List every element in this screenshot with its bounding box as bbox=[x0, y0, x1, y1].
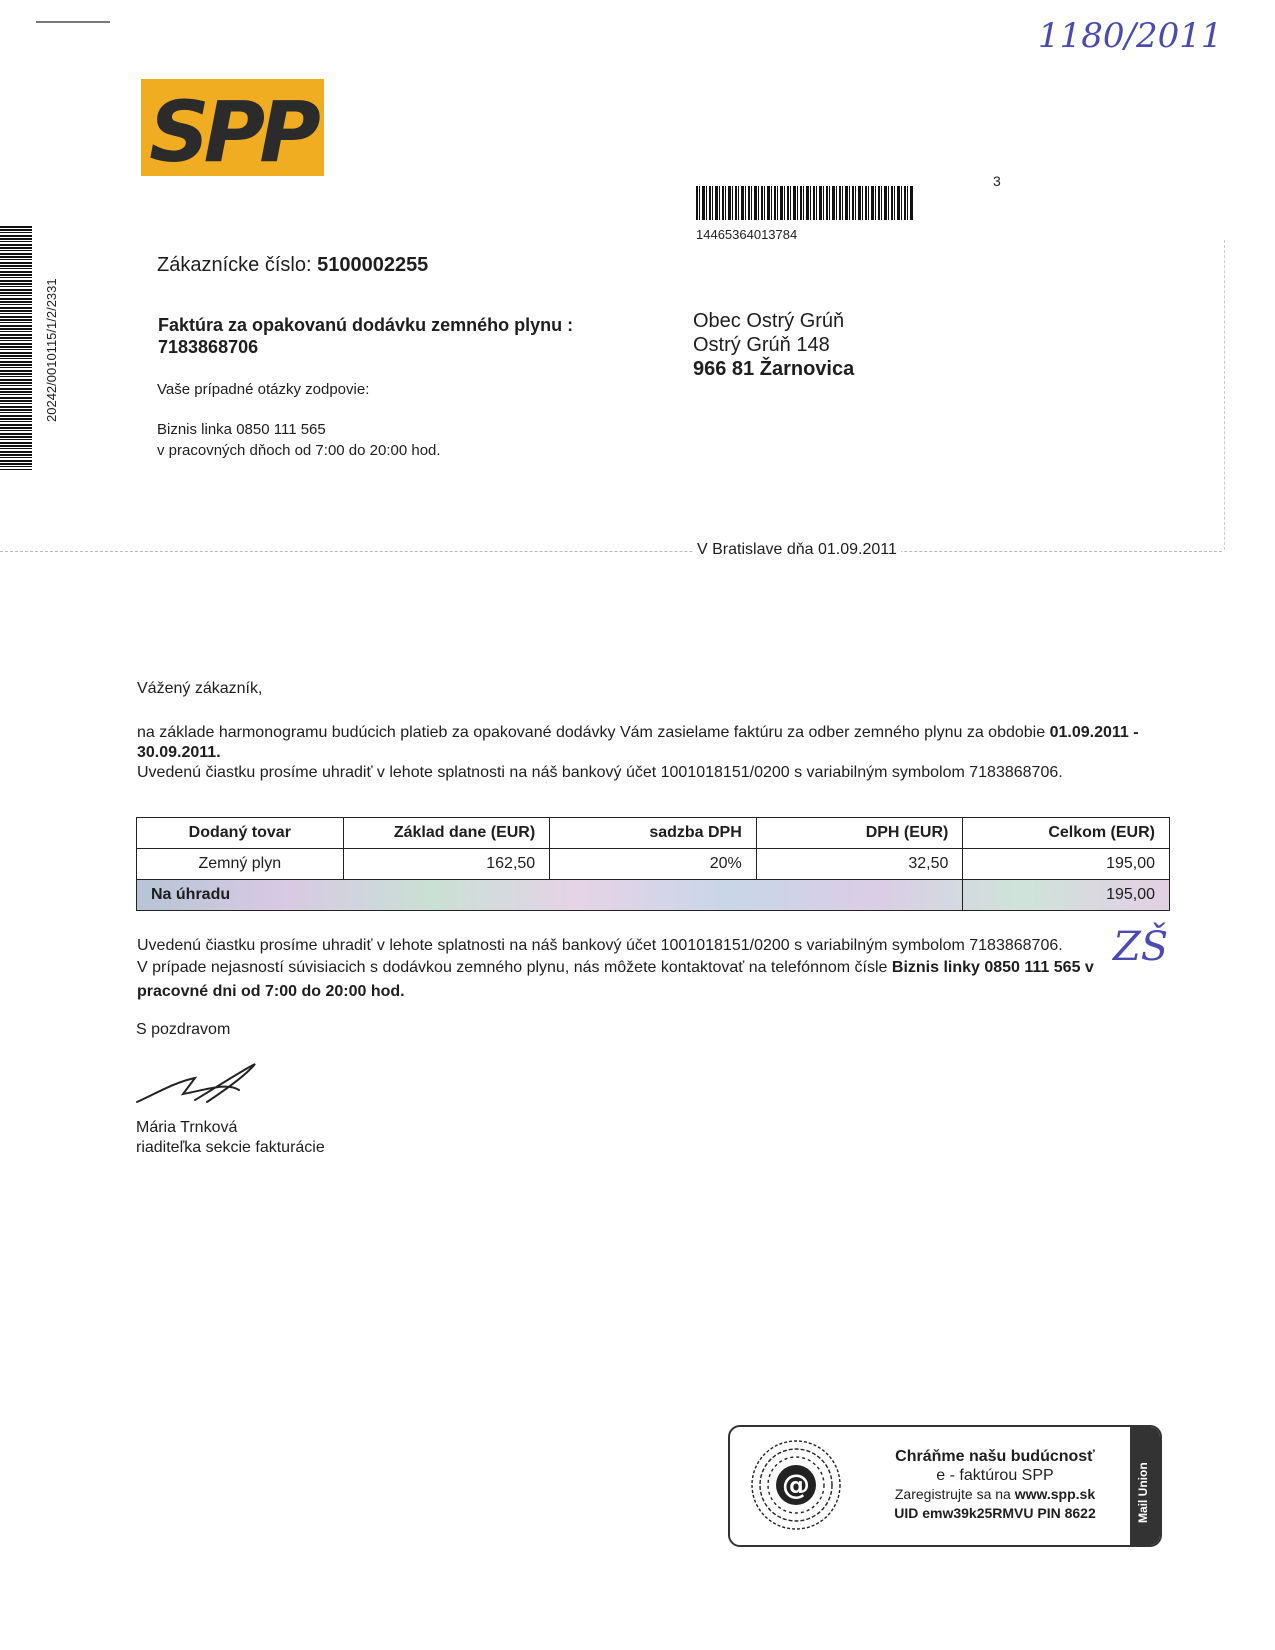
table-row bbox=[137, 849, 1170, 880]
signer-name: Mária Trnková bbox=[136, 1119, 238, 1136]
invoice-title-line1: Faktúra za opakovanú dodávku zemného plynu : bbox=[158, 315, 574, 335]
right-edge-mark bbox=[1224, 240, 1225, 550]
fold-line bbox=[0, 551, 1222, 552]
spp-logo-icon bbox=[141, 79, 324, 176]
cell-vat: 32,50 bbox=[756, 849, 963, 880]
table-due-row bbox=[137, 880, 1170, 911]
cell-rate: 20% bbox=[550, 849, 757, 880]
barcode-number: 14465364013784 bbox=[696, 227, 798, 242]
svg-text:@: @ bbox=[782, 1468, 810, 1501]
mail-union-label: Mail Union bbox=[1136, 1462, 1150, 1523]
invoice-table bbox=[136, 817, 1170, 911]
mail-union-strip bbox=[1130, 1427, 1160, 1545]
questions-label: Vaše prípadné otázky zodpovie: bbox=[157, 381, 370, 398]
handwritten-reference: 1180/2011 bbox=[1038, 16, 1223, 56]
p1-line3: Uvedenú čiastku prosíme uhradiť v lehote splatnosti na náš bankový účet 1001018151/0200 s variabilným symbolom 7183868706. bbox=[137, 764, 1063, 781]
p1-text: na základe harmonogramu budúcich platieb za opakované dodávky Vám zasielame faktúru za odber zemného plynu za obdobie bbox=[137, 724, 1046, 741]
customer-number-line bbox=[157, 254, 428, 277]
page-number: 3 bbox=[993, 173, 1001, 189]
e-invoice-website: www.spp.sk bbox=[1014, 1486, 1096, 1502]
p1-period-end: 30.09.2011 bbox=[137, 744, 217, 761]
svg-text:SPP: SPP bbox=[149, 83, 315, 176]
p2-line2-text: V prípade nejasností súvisiacich s dodávkou zemného plynu, nás môžete kontaktovať na telefónnom čísle bbox=[137, 959, 888, 976]
due-total: 195,00 bbox=[963, 880, 1170, 911]
e-invoice-credentials: UID emw39k25RMVU PIN 8622 bbox=[894, 1505, 1096, 1521]
e-invoice-subline: e - faktúrou SPP bbox=[936, 1467, 1054, 1484]
closing: S pozdravom bbox=[136, 1021, 231, 1038]
barcode-icon bbox=[696, 186, 913, 220]
letter-paragraph-2 bbox=[137, 935, 1117, 1003]
signer bbox=[136, 1118, 325, 1158]
signature-icon bbox=[135, 1060, 265, 1106]
header-vat: DPH (EUR) bbox=[756, 818, 963, 849]
customer-number: 5100002255 bbox=[317, 254, 429, 276]
handwritten-initials: ZŠ bbox=[1113, 924, 1169, 970]
header-total: Celkom (EUR) bbox=[963, 818, 1170, 849]
sunflower-at-icon bbox=[748, 1437, 844, 1533]
top-left-mark bbox=[36, 21, 110, 23]
side-code: 20242/0010115/1/2/2331 bbox=[44, 278, 59, 422]
e-invoice-register: Zaregistrujte sa na bbox=[894, 1486, 1011, 1502]
letter-paragraph-1 bbox=[137, 723, 1177, 783]
spp-logo bbox=[141, 79, 324, 176]
header-base: Základ dane (EUR) bbox=[343, 818, 550, 849]
contact-info bbox=[157, 419, 441, 461]
e-invoice-headline: Chráňme našu budúcnosť bbox=[895, 1448, 1095, 1465]
cell-item: Zemný plyn bbox=[137, 849, 344, 880]
side-barcode-icon bbox=[0, 226, 32, 470]
invoice-number: 7183868706 bbox=[158, 337, 259, 357]
p1-dot: . bbox=[216, 744, 221, 761]
place-date: V Bratislave dňa 01.09.2011 bbox=[693, 541, 901, 559]
p2-line2-bold: Biznis linky 0850 111 565 v bbox=[891, 959, 1094, 976]
address-line1: Obec Ostrý Grúň bbox=[693, 310, 845, 332]
cell-total: 195,00 bbox=[963, 849, 1170, 880]
e-invoice-box bbox=[728, 1425, 1162, 1547]
table-header-row bbox=[137, 818, 1170, 849]
due-label: Na úhradu bbox=[137, 880, 963, 911]
e-invoice-text bbox=[860, 1447, 1130, 1523]
header-item: Dodaný tovar bbox=[137, 818, 344, 849]
p2-line1: Uvedenú čiastku prosíme uhradiť v lehote splatnosti na náš bankový účet 1001018151/0200 s variabilným symbolom 7183868706. bbox=[137, 937, 1063, 954]
contact-hours: v pracovných dňoch od 7:00 do 20:00 hod. bbox=[157, 442, 441, 459]
address-line2: Ostrý Grúň 148 bbox=[693, 334, 830, 356]
contact-phone: Biznis linka 0850 111 565 bbox=[157, 421, 326, 438]
recipient-address bbox=[693, 309, 854, 381]
address-line3: 966 81 Žarnovica bbox=[693, 358, 855, 380]
p1-period-start: 01.09.2011 - bbox=[1049, 724, 1139, 741]
invoice-title bbox=[158, 314, 573, 358]
header-rate: sadzba DPH bbox=[550, 818, 757, 849]
customer-number-label: Zákaznícke číslo: bbox=[157, 254, 312, 276]
salutation: Vážený zákazník, bbox=[137, 680, 263, 697]
cell-base: 162,50 bbox=[343, 849, 550, 880]
signer-title: riaditeľka sekcie fakturácie bbox=[136, 1139, 325, 1156]
p2-line3-bold: pracovné dni od 7:00 do 20:00 hod. bbox=[137, 983, 405, 1000]
